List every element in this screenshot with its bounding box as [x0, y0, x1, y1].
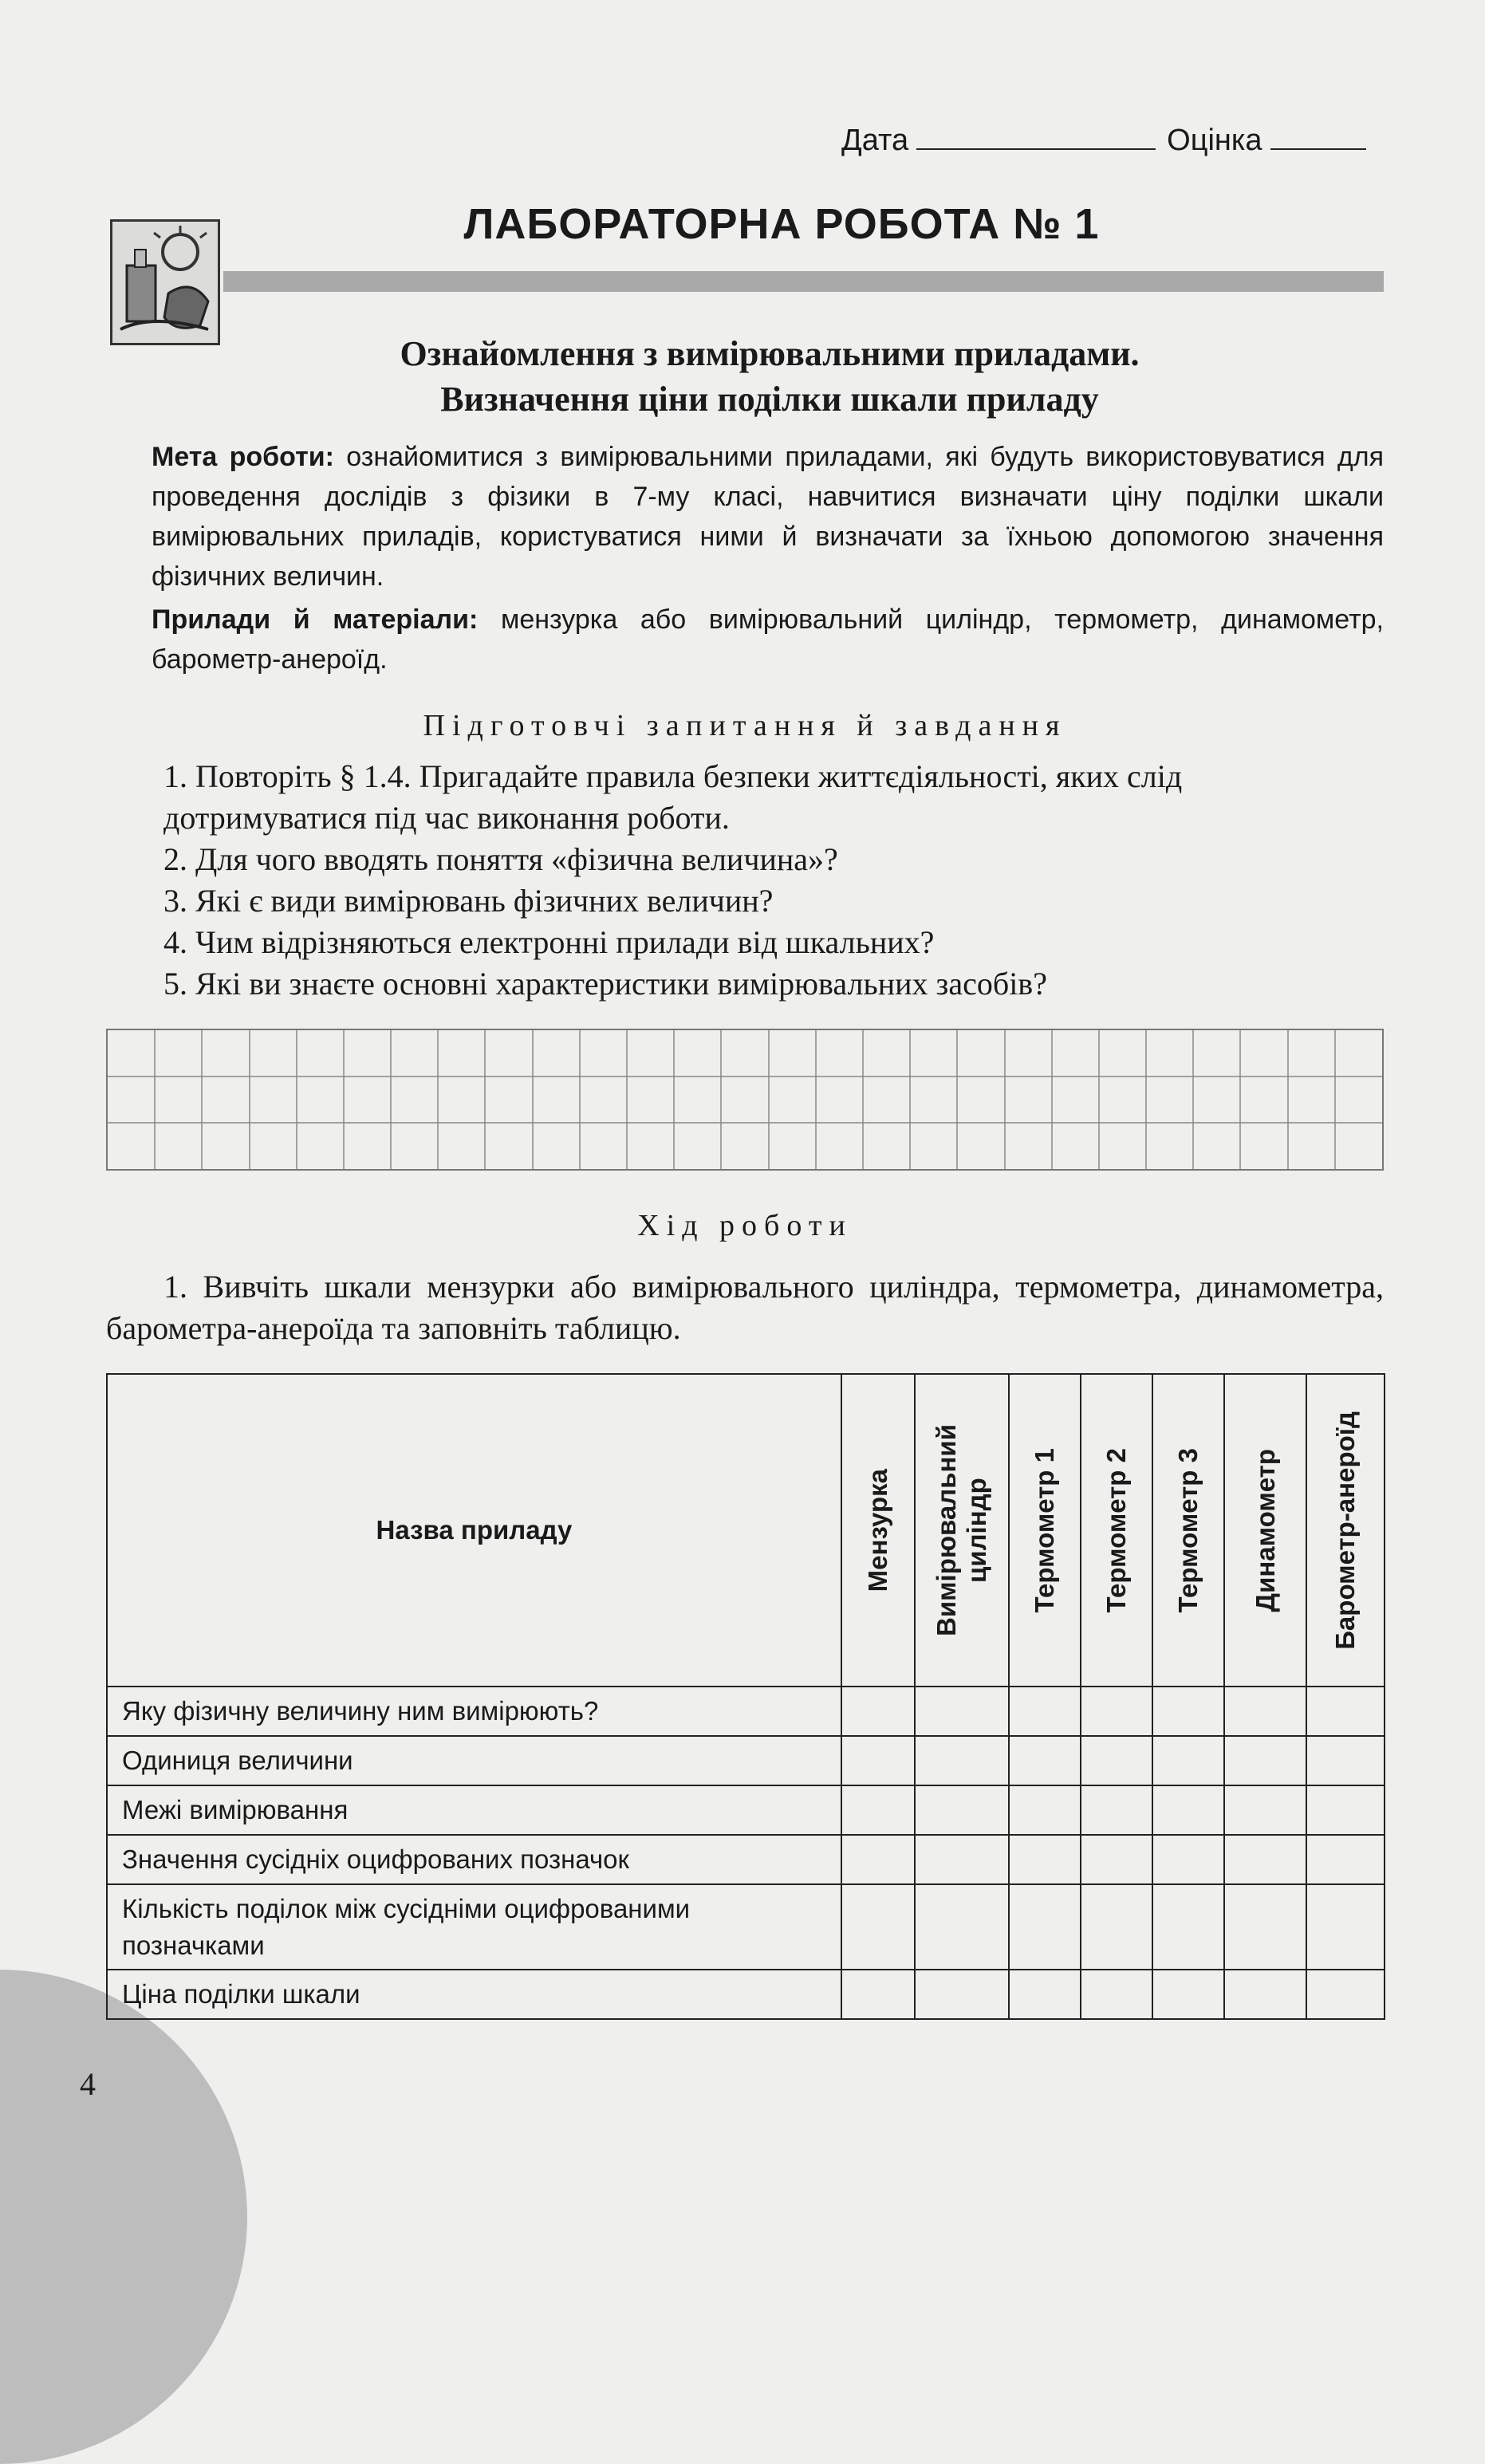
- goal-text: ознайомитися з вимірювальними приладами, які будуть використовуватися для проведення дослідів з фізики в 7-му класі, навчитися визначати ціну поділки шкали вимірювальних приладів, користуватися ними й визначати за їхньою допомогою значення фізичних величин.: [152, 442, 1384, 592]
- instruments-table: [106, 1373, 1385, 2020]
- table-cell[interactable]: [1306, 1736, 1385, 1785]
- row-label: Одиниця величини: [107, 1736, 841, 1785]
- table-cell[interactable]: [1009, 1736, 1081, 1785]
- prep-question-5: 5. Які ви знаєте основні характеристики вимірювальних засобів?: [163, 966, 1047, 1002]
- materials-paragraph: [152, 600, 1384, 679]
- materials-text: мензурка або вимірювальний циліндр, термометр, динамометр, барометр-анероїд.: [152, 604, 1384, 675]
- goal-paragraph: [152, 437, 1384, 596]
- subtitle-line-2: Визначення ціни поділки шкали приладу: [440, 380, 1099, 419]
- page-corner-decoration: [0, 1970, 247, 2464]
- col-header-instrument-6: Динамометр: [1224, 1374, 1306, 1687]
- row-label: Значення сусідніх оцифрованих позначок: [107, 1835, 841, 1884]
- table-cell[interactable]: [1081, 1970, 1152, 2019]
- row-label: Яку фізичну величину ним вимірюють?: [107, 1687, 841, 1736]
- table-cell[interactable]: [841, 1736, 915, 1785]
- table-cell[interactable]: [915, 1687, 1008, 1736]
- title-bar: [223, 271, 1384, 292]
- col-header-instrument-5: Термометр 3: [1152, 1374, 1224, 1687]
- table-row: [107, 1835, 1385, 1884]
- procedure-step-1: 1. Вивчіть шкали мензурки або вимірювального циліндра, термометра, динамометра, барометра-анероїда та заповніть таблицю.: [106, 1269, 1384, 1346]
- col-header-instrument-2: Вимірювальний циліндр: [915, 1374, 1008, 1687]
- page-number: 4: [80, 2066, 96, 2102]
- table-cell[interactable]: [841, 1835, 915, 1884]
- goal-label: Мета роботи:: [152, 442, 334, 472]
- table-cell[interactable]: [1306, 1835, 1385, 1884]
- table-row: [107, 1970, 1385, 2019]
- prep-question-4: 4. Чим відрізняються електронні прилади від шкальних?: [163, 924, 935, 960]
- table-cell[interactable]: [915, 1884, 1008, 1970]
- table-cell[interactable]: [1224, 1970, 1306, 2019]
- table-cell[interactable]: [1081, 1736, 1152, 1785]
- table-cell[interactable]: [841, 1884, 915, 1970]
- table-cell[interactable]: [1224, 1835, 1306, 1884]
- subtitle-line-1: Ознайомлення з вимірювальними приладами.: [400, 334, 1140, 373]
- prep-heading: Підготовчі запитання й завдання: [423, 709, 1067, 742]
- header-date-grade: [841, 124, 1377, 158]
- table-cell[interactable]: [1306, 1970, 1385, 2019]
- col-header-instrument-3: Термометр 1: [1009, 1374, 1081, 1687]
- col-header-instrument-4: Термометр 2: [1081, 1374, 1152, 1687]
- prep-question-3: 3. Які є види вимірювань фізичних величин?: [163, 883, 774, 919]
- table-cell[interactable]: [915, 1785, 1008, 1835]
- table-row: [107, 1785, 1385, 1835]
- table-cell[interactable]: [841, 1785, 915, 1835]
- table-row: [107, 1687, 1385, 1736]
- table-cell[interactable]: [1009, 1687, 1081, 1736]
- row-label: Кількість поділок між сусідніми оцифрованими позначками: [107, 1884, 841, 1970]
- table-row: [107, 1736, 1385, 1785]
- answer-grid[interactable]: [106, 1029, 1384, 1171]
- table-cell[interactable]: [1152, 1785, 1224, 1835]
- table-cell[interactable]: [1306, 1884, 1385, 1970]
- table-row: [107, 1884, 1385, 1970]
- table-cell[interactable]: [1009, 1970, 1081, 2019]
- table-header-row: [107, 1374, 1385, 1687]
- name-column-header: Назва приладу: [107, 1374, 841, 1687]
- materials-label: Прилади й матеріали:: [152, 604, 479, 635]
- row-label: Ціна поділки шкали: [107, 1970, 841, 2019]
- table-cell[interactable]: [1152, 1884, 1224, 1970]
- table-cell[interactable]: [1152, 1970, 1224, 2019]
- col-header-instrument-7: Барометр-анероїд: [1306, 1374, 1385, 1687]
- prep-question-2: 2. Для чого вводять поняття «фізична величина»?: [163, 841, 838, 877]
- table-cell[interactable]: [1081, 1835, 1152, 1884]
- grade-label: Оцінка: [1167, 124, 1262, 157]
- table-cell[interactable]: [1224, 1736, 1306, 1785]
- table-cell[interactable]: [1152, 1687, 1224, 1736]
- row-label: Межі вимірювання: [107, 1785, 841, 1835]
- table-cell[interactable]: [1081, 1884, 1152, 1970]
- table-cell[interactable]: [1224, 1687, 1306, 1736]
- date-blank[interactable]: [916, 148, 1156, 150]
- table-cell[interactable]: [1081, 1687, 1152, 1736]
- table-cell[interactable]: [915, 1970, 1008, 2019]
- table-cell[interactable]: [1224, 1884, 1306, 1970]
- table-cell[interactable]: [1009, 1785, 1081, 1835]
- procedure-heading: Хід роботи: [637, 1209, 853, 1242]
- table-cell[interactable]: [1306, 1785, 1385, 1835]
- table-cell[interactable]: [1152, 1835, 1224, 1884]
- col-header-instrument-1: Мензурка: [841, 1374, 915, 1687]
- table-cell[interactable]: [1306, 1687, 1385, 1736]
- page-title: ЛАБОРАТОРНА РОБОТА № 1: [463, 200, 1100, 248]
- date-label: Дата: [841, 124, 909, 157]
- table-cell[interactable]: [841, 1687, 915, 1736]
- table-cell[interactable]: [841, 1970, 915, 2019]
- prep-questions: [106, 756, 1384, 1005]
- lab-equipment-icon: [110, 219, 220, 345]
- prep-question-1: 1. Повторіть § 1.4. Пригадайте правила безпеки життєдіяльності, яких слід дотримуватися під час виконання роботи.: [163, 758, 1183, 836]
- table-cell[interactable]: [915, 1835, 1008, 1884]
- table-cell[interactable]: [915, 1736, 1008, 1785]
- table-cell[interactable]: [1152, 1736, 1224, 1785]
- table-cell[interactable]: [1081, 1785, 1152, 1835]
- grade-blank[interactable]: [1270, 148, 1366, 150]
- table-cell[interactable]: [1009, 1835, 1081, 1884]
- table-cell[interactable]: [1224, 1785, 1306, 1835]
- table-cell[interactable]: [1009, 1884, 1081, 1970]
